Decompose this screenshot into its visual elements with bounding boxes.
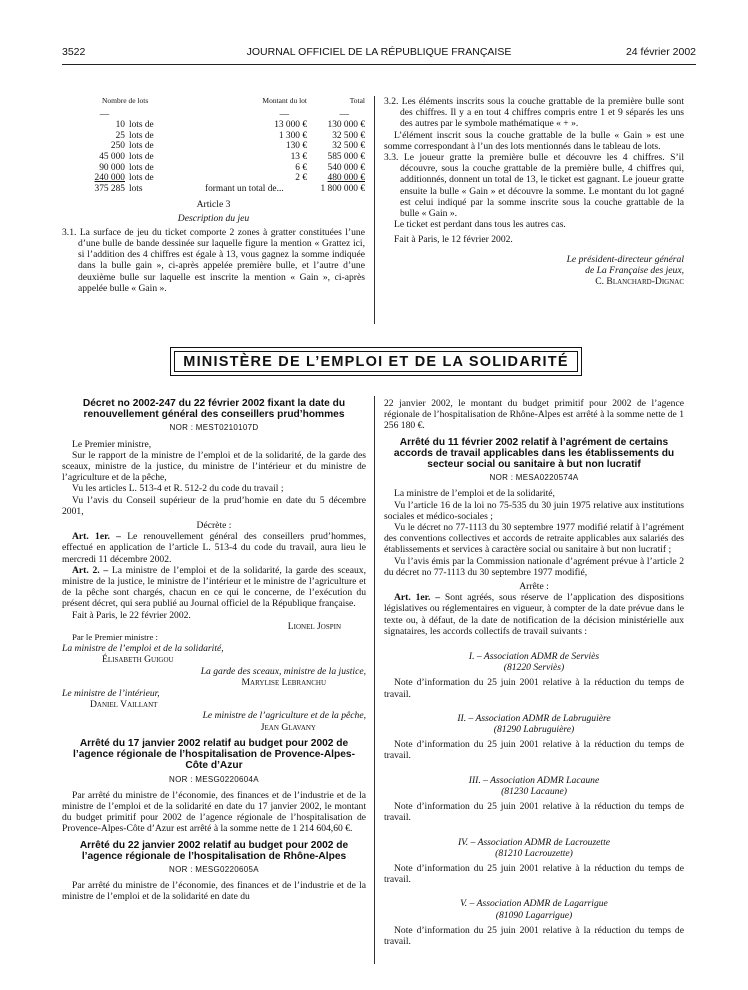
page-header	[62, 46, 696, 62]
list-item: V. – Association ADMR de Lagarrigue	[460, 898, 608, 910]
lots-table-header	[72, 96, 365, 110]
table-row: 250 lots de 130 € 32 500 €	[110, 141, 365, 152]
issue-date: 24 février 2002	[625, 46, 696, 58]
table-row: 240 000 lots de 2 € 480 000 €	[94, 173, 365, 184]
table-row: 45 000 lots de 13 € 585 000 €	[99, 151, 365, 162]
signature-date: Fait à Paris, le 12 février 2002.	[394, 234, 513, 246]
list-item: II. – Association ADMR de Labruguière	[457, 712, 611, 724]
col-header-count: Nombre de lots	[102, 96, 149, 105]
arrete-label: Arrête :	[519, 581, 549, 593]
paragraph-3-1: 3.1. La surface de jeu du ticket comporte 2 zones à gratter constituées l’une d’une bulle de bande dessinée sur laquelle figure la mention « Grattez ici, si l’addition des 4 chiffres est égale à 13, vous gagnez la somme indiquée dans la bulle gain », ci-après appelée première bulle, et l’autre d’une deuxième bulle sur laquelle est inscrite la mention « Gain », ci-après appelée bulle « Gain ».	[62, 226, 365, 294]
page-number: 3522	[62, 46, 86, 58]
arrete-22-nor: NOR : MESG0220605A	[169, 864, 259, 874]
column-divider-top	[374, 96, 375, 324]
arrete-22-title: Arrêté du 22 janvier 2002 relatif au budget pour 2002 de l’agence régionale de l’hospitalisation de Rhône-Alpes	[79, 839, 349, 862]
arrete-17-title: Arrêté du 17 janvier 2002 relatif au budget pour 2002 de l’agence régionale de l’hospitalisation de Provence-Alpes-Côte d’Azur	[73, 737, 355, 772]
list-item: III. – Association ADMR Lacaune	[468, 774, 600, 786]
ministry-title: MINISTÈRE DE L’EMPLOI ET DE LA SOLIDARITÉ	[183, 353, 569, 370]
arrete-17-body: Par arrêté du ministre de l’économie, des finances et de l’industrie et de la ministre de l’emploi et de la solidarité en date du 17 janvier 2002, le montant du budget primitif pour 2002 de l’agence régionale de l’hospitalisation de Provence-Alpes-Côte d’Azur est arrêté à la somme nette de 1 214 604,60 €.	[62, 789, 366, 835]
decret-title: Décret no 2002-247 du 22 février 2002 fixant la date du renouvellement général des conseillers prud’hommes	[82, 398, 346, 421]
paragraph-3-2: 3.2. Les éléments inscrits sous la couche grattable de la première bulle sont des chiffres. Il y a en tout 4 chiffres compris entre 1 et 9 séparés les uns des autres par le symbole mathématique « + ».	[384, 96, 684, 130]
col-header-total: Total	[349, 96, 365, 105]
table-row: 90 000 lots de 6 € 540 000 €	[99, 162, 365, 173]
top-left-column	[62, 96, 365, 294]
arrete-11-article-1: Art. 1er. – Sont agréés, sous réserve de l’application des dispositions législatives ou réglementaires en vigueur, à compter de la date prévue dans le texte ou, à défaut, de la date de notification de la décision ministérielle aux signataires, les accords collectifs de travail suivants :	[384, 592, 684, 637]
signatory-role: Le président-directeur général	[566, 253, 684, 265]
list-item: IV. – Association ADMR de Lacrouzette	[457, 836, 611, 848]
arrete-17-nor: NOR : MESG0220604A	[169, 774, 259, 784]
table-sum-row: 375 285 lots formant un total de... 1 800 000 €	[94, 183, 365, 194]
bottom-left-column: Décret no 2002-247 du 22 février 2002 fixant la date du renouvellement général des conseillers prud’hommes NOR : MEST0210107D Le Premier ministre, Sur le rapport de la ministre de l’emploi et de la solidarité, de la garde des sceaux, ministre de la justice, du ministre de l’intérieur et du ministre de l’agriculture et de la pêche, Vu les articles L. 513-4 et R. 512-2 du code du travail ; Vu l’avis du Conseil supérieur de la prud’homie en date du 5 décembre 2001, Décrète : Art. 1er. – Le renouvellement général des conseillers prud’hommes, effectué en application de l’article L. 513-4 du code du travail, aura lieu le mercredi 11 décembre 2002. Art. 2. – La ministre de l’emploi et de la solidarité, la garde des sceaux, ministre de la justice, le ministre de l’intérieur et le ministre de l’agriculture et de la pêche sont chargés, chacun en ce qui le concerne, de l’exécution du présent décret, qui sera publié au Journal officiel de la République française. Fait à Paris, le 22 février 2002. Lionel Jospin Par le Premier ministre : La ministre de l’emploi et de la solidarité, Élisabeth Guigou La garde des sceaux, ministre de la justice, Marylise Lebranchu Le ministre de l’intérieur, Daniel Vaillant Le ministre de l’agriculture et de la pêche, Jean Glavany Arrêté du 17 janvier 2002 relatif au budget pour 2002 de l’agence régionale de l’hospitalisation de Provence-Alpes-Côte d’Azur NOR : MESG0220604A Par arrêté du ministre de l’économie, des finances et de l’industrie et de la ministre de l’emploi et de la solidarité en date du 17 janvier 2002, le montant du budget primitif pour 2002 de l’agence régionale de l’hospitalisation de Provence-Alpes-Côte d’Azur est arrêté à la somme nette de 1 214 604,60 €. Arrêté du 22 janvier 2002 relatif au budget pour 2002 de l’agence régionale de l’hospitalisation de Rhône-Alpes NOR : MESG0220605A Par arrêté du ministre de l’économie, des finances et de l’industrie et de la ministre de l’emploi et de la solidarité en date du	[62, 398, 366, 903]
journal-title: JOURNAL OFFICIEL DE LA RÉPUBLIQUE FRANÇAISE	[246, 46, 512, 58]
decrete-label: Décrète :	[196, 520, 232, 532]
bottom-right-column: 22 janvier 2002, le montant du budget primitif pour 2002 de l’agence régionale de l’hospitalisation de Rhône-Alpes est arrêté à la somme nette de 1 256 180 €. Arrêté du 11 février 2002 relatif à l’agrément de certains accords de travail applicables dans les établissements du secteur social ou sanitaire à but non lucratif NOR : MESA0220574A La ministre de l’emploi et de la solidarité, Vu l’article 16 de la loi no 75-535 du 30 juin 1975 relative aux institutions sociales et médico-sociales ; Vu le décret no 77-1113 du 30 septembre 1977 modifié relatif à l’agrément des conventions collectives et accords de retraite applicables aux salariés des établissements et services à caractère social ou sanitaire à but non lucratif ; Vu l’avis émis par la Commission nationale d’agrément prévue à l’article 2 du décret no 77-1113 du 30 septembre 1977 modifié, Arrête : Art. 1er. – Sont agréés, sous réserve de l’application des dispositions législatives ou réglementaires en vigueur, à compter de la date prévue dans le texte ou, à défaut, de la date de notification de la décision ministérielle aux signataires, les accords collectifs de travail suivants : I. – Association ADMR de Serviès (81220 Serviès) Note d’information du 25 juin 2001 relative à la réduction du temps de travail. II. – Association ADMR de Labruguière (81290 Labruguière) Note d’information du 25 juin 2001 relative à la réduction du temps de travail. III. – Association ADMR Lacaune (81230 Lacaune) Note d’information du 25 juin 2001 relative à la réduction du temps de travail. IV. – Association ADMR de Lacrouzette (81210 Lacrouzette) Note d’information du 25 juin 2001 relative à la réduction du temps de travail. V. – Association ADMR de Lagarrigue (81090 Lagarrigue) Note d’information du 25 juin 2001 relative à la réduction du temps de travail.	[384, 398, 684, 947]
lots-table: Nombre de lots Montant du lot Total — — — 10 lots de 13 000 € 130 000 € 25 lots de 1 300 € 32 500 € 250 lots de 130 € 32 500 € 45 000 lots de 13 € 585 000 € 90 000 lots de 6 € 540 000 € 240 000 lots de 2 € 480 000 € 375 285 lots formant un total de... 1 800 000 €	[72, 96, 365, 194]
article-3-subheading: Description du jeu	[177, 212, 250, 224]
arrete-22-body-right: 22 janvier 2002, le montant du budget primitif pour 2002 de l’agence régionale de l’hospitalisation de Rhône-Alpes est arrêté à la somme nette de 1 256 180 €.	[384, 398, 684, 432]
table-row: 10 lots de 13 000 € 130 000 €	[115, 120, 365, 131]
column-divider-bottom	[374, 396, 375, 964]
arrete-22-body-left: Par arrêté du ministre de l’économie, des finances et de l’industrie et de la ministre de l’emploi et de la solidarité en date du	[62, 880, 366, 903]
table-row: 25 lots de 1 300 € 32 500 €	[115, 130, 365, 141]
decret-article-2: Art. 2. – La ministre de l’emploi et de la solidarité, la garde des sceaux, ministre de la justice, le ministre de l’intérieur et le ministre de l’agriculture et de la pêche sont chargés, chacun en ce qui le concerne, de l’exécution du présent décret, qui sera publié au Journal officiel de la République française.	[62, 564, 366, 610]
signatory-pm: Lionel Jospin	[287, 620, 341, 632]
paragraph-3-3-b: Le ticket est perdant dans tous les autres cas.	[394, 219, 566, 231]
col-header-amount: Montant du lot	[262, 96, 307, 105]
top-right-column	[384, 96, 684, 287]
arrete-11-title: Arrêté du 11 février 2002 relatif à l’agrément de certains accords de travail applicables dans les établissements du secteur social ou sanitaire à but non lucratif	[393, 436, 675, 471]
decret-article-1: Art. 1er. – Le renouvellement général des conseillers prud’hommes, effectué en application de l’article L. 513-4 du code du travail, aura lieu le mercredi 11 décembre 2002.	[62, 531, 366, 565]
decret-nor: NOR : MEST0210107D	[169, 423, 259, 433]
article-3-heading: Article 3	[196, 199, 231, 211]
signatory-role-2: de La Française des jeux,	[585, 264, 684, 276]
signatory-name: C. Blanchard-Dignac	[595, 276, 684, 288]
ministry-banner	[170, 347, 582, 376]
paragraph-3-2-b: L’élément inscrit sous la couche grattable de la bulle « Gain » est une somme correspondant à l’un des lots mentionnés dans le tableau de lots.	[384, 129, 684, 152]
paragraph-3-3: 3.3. Le joueur gratte la première bulle et découvre les 4 chiffres. S’il découvre, sous la couche grattable de la première bulle, 4 chiffres qui, additionnés, donnent un total de 13, le ticket est gagnant. Le joueur gratte ensuite la bulle « Gain » et découvre la somme. Le montant du lot gagné est celui indiqué par la somme inscrite sous la couche grattable de la bulle « Gain ».	[384, 152, 684, 220]
arrete-11-nor: NOR : MESA0220574A	[489, 473, 579, 483]
header-rule	[62, 64, 696, 65]
decret-preamble: Le Premier ministre,	[72, 438, 152, 450]
list-item: I. – Association ADMR de Serviès	[468, 651, 600, 663]
